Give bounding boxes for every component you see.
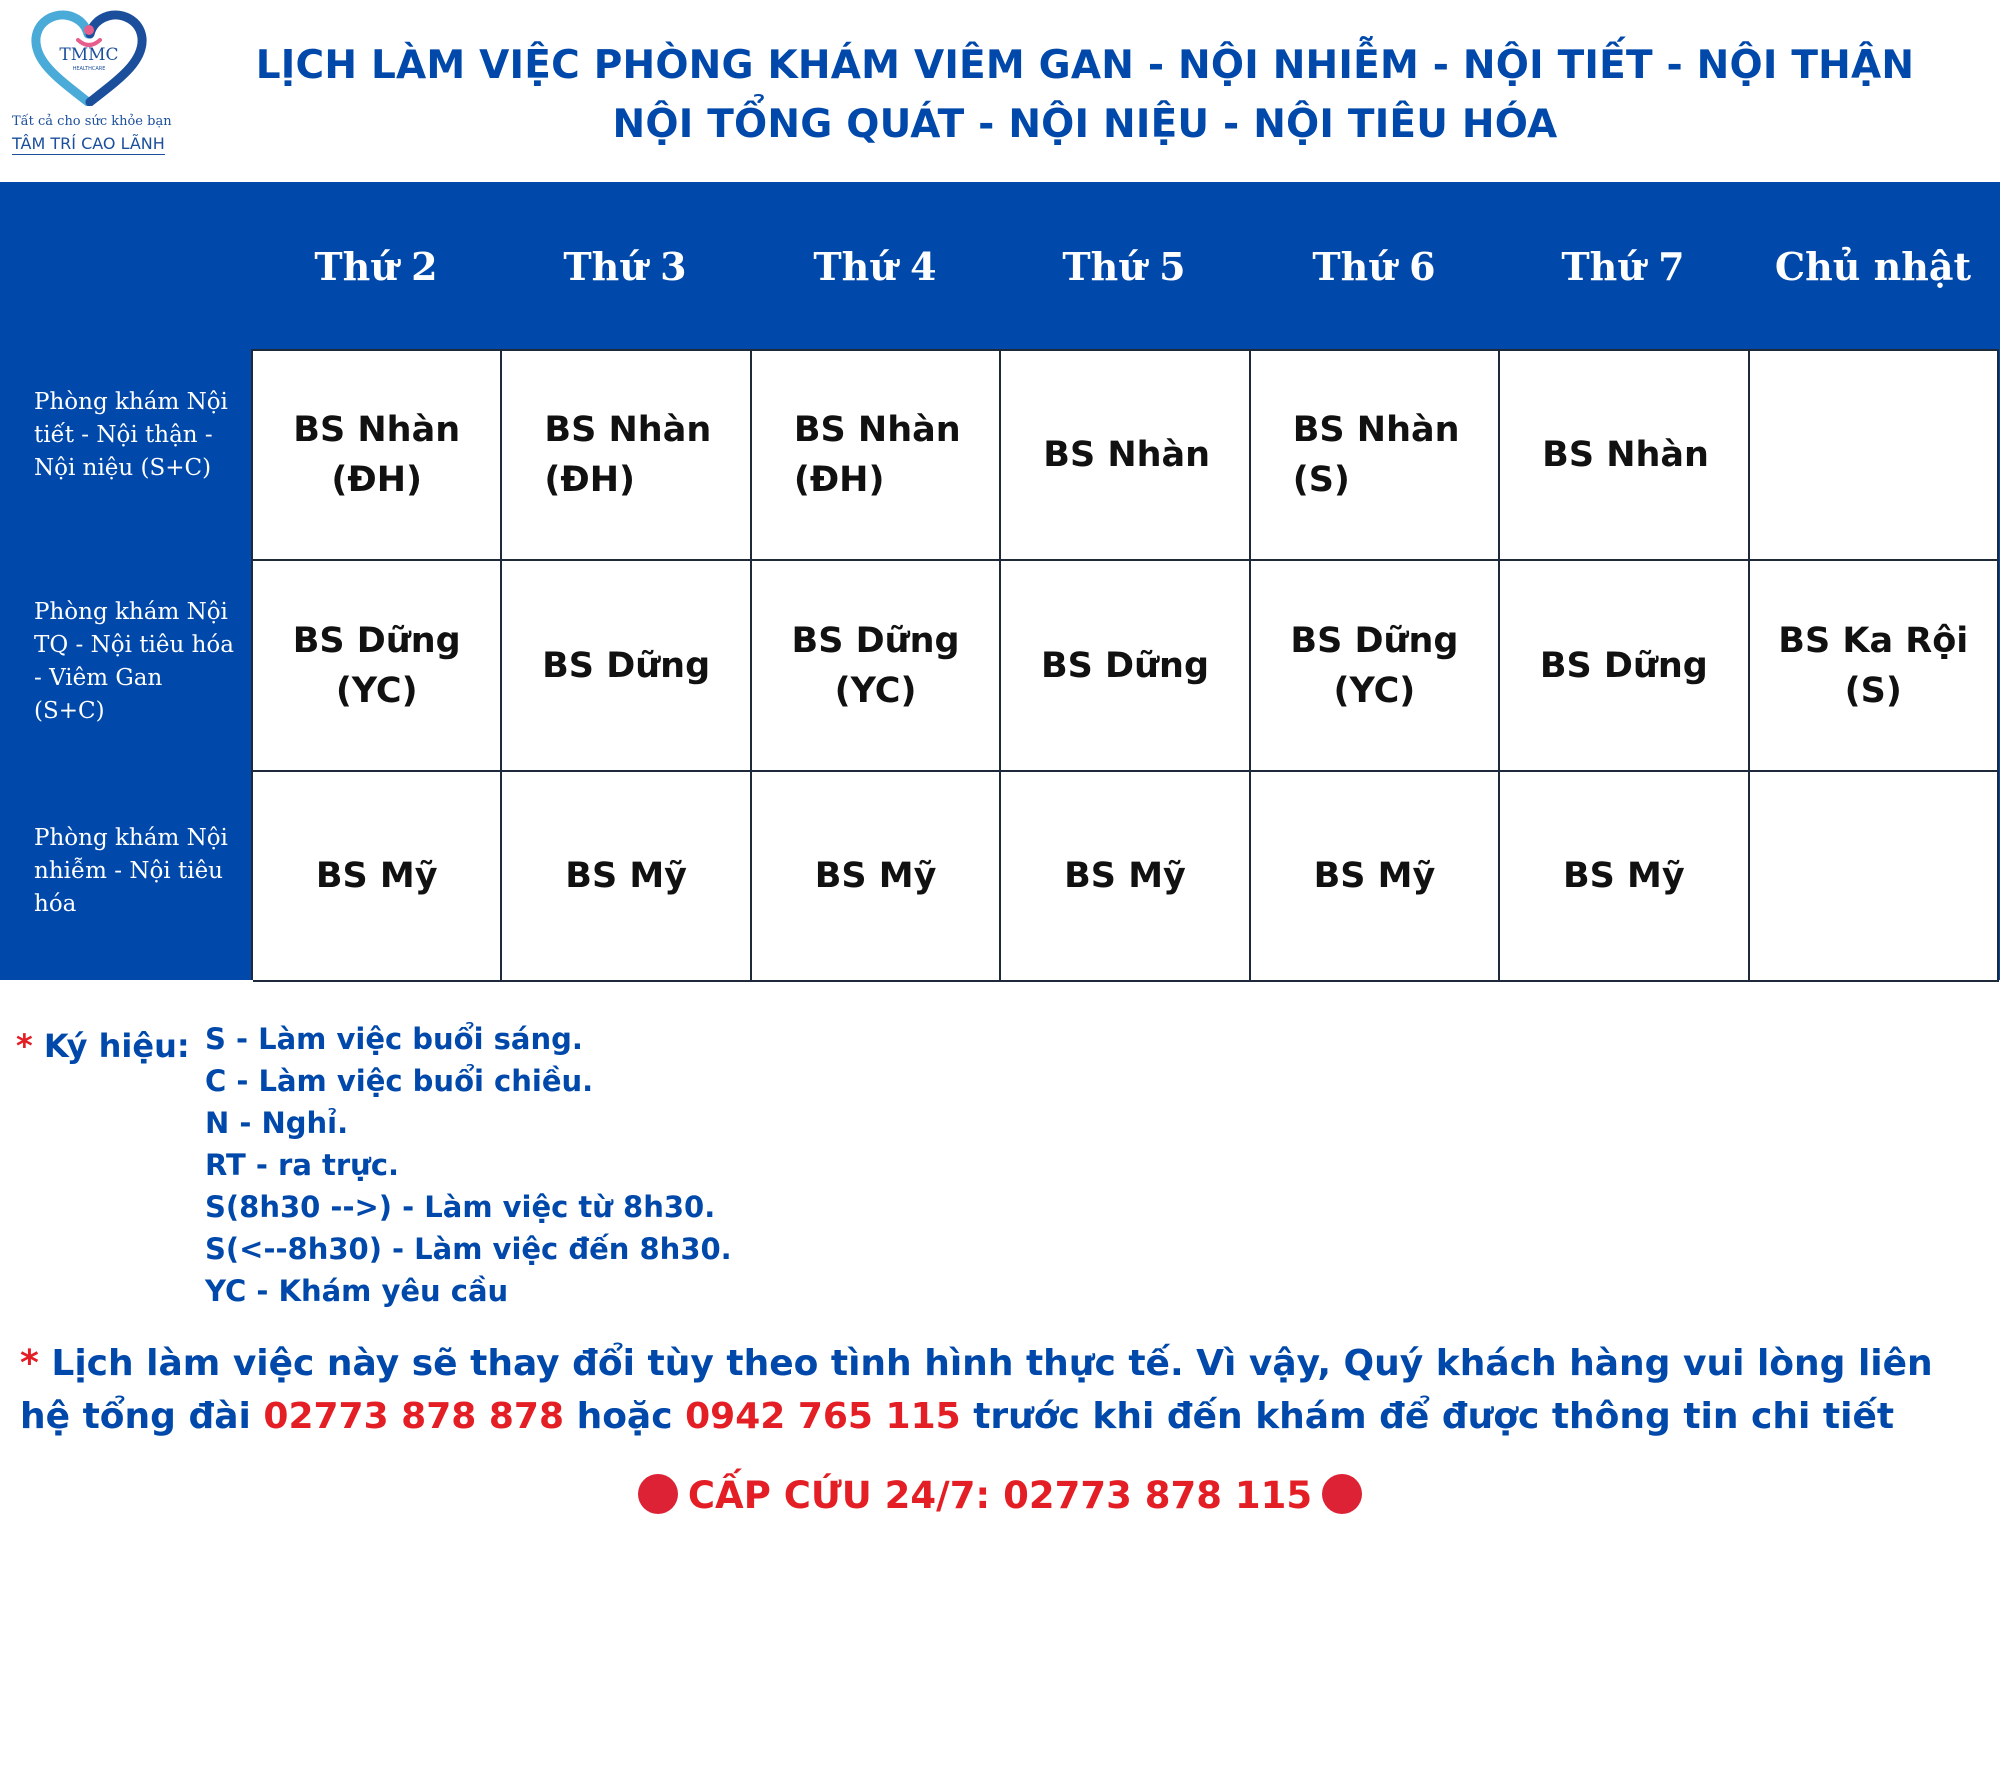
schedule-table — [251, 349, 1999, 980]
schedule-cell: BS Dững — [1500, 561, 1749, 772]
schedule-note — [20, 1337, 1980, 1443]
hotline-phone[interactable]: 02773 878 878 — [263, 1396, 565, 1437]
schedule-cell — [1750, 772, 1999, 982]
room-label: Phòng khám Nội TQ - Nội tiêu hóa - Viêm Gan (S+C) — [34, 599, 234, 724]
red-circle-icon — [1322, 1474, 1362, 1514]
schedule-cell: BS Nhàn (S) — [1251, 351, 1500, 561]
schedule-cell: BS Mỹ — [1500, 772, 1749, 982]
schedule-cell: BS Ka Rội (S) — [1750, 561, 1999, 772]
heart-logo-icon — [30, 10, 150, 106]
title-line-2: NỘI TỔNG QUÁT - NỘI NIỆU - NỘI TIÊU HÓA — [612, 102, 1558, 147]
note-text-3: trước khi đến khám để được thông tin chi tiết — [973, 1396, 1895, 1437]
legend-item: YC - Khám yêu cầu — [205, 1274, 509, 1308]
schedule-cell: BS Nhàn (ĐH) — [253, 351, 502, 561]
day-header: Chủ nhật — [1774, 243, 1972, 289]
schedule-cell: BS Mỹ — [752, 772, 1001, 982]
emergency-text[interactable]: CẤP CỨU 24/7: 02773 878 115 — [687, 1474, 1313, 1517]
note-text-1: Lịch làm việc này sẽ thay đổi tùy theo tình hình thực tế. Vì vậy, Quý khách hàng vui lòng liên hệ tổng đài — [20, 1343, 1933, 1437]
schedule-cell: BS Dững (YC) — [253, 561, 502, 772]
emergency-line — [0, 1474, 2000, 1517]
legend-item: C - Làm việc buổi chiều. — [205, 1064, 594, 1098]
title-line-1: LỊCH LÀM VIỆC PHÒNG KHÁM VIÊM GAN - NỘI NHIỄM - NỘI TIẾT - NỘI THẬN — [255, 43, 1915, 88]
schedule-cell: BS Dững (YC) — [1251, 561, 1500, 772]
day-header: Thứ 7 — [1561, 243, 1685, 289]
day-header: Thứ 2 — [314, 243, 438, 289]
schedule-cell: BS Mỹ — [1251, 772, 1500, 982]
schedule-cell — [1750, 351, 1999, 561]
schedule-cell: BS Nhàn (ĐH) — [502, 351, 751, 561]
day-header: Thứ 5 — [1062, 243, 1186, 289]
schedule-cell: BS Mỹ — [253, 772, 502, 982]
schedule-cell: BS Nhàn — [1001, 351, 1250, 561]
schedule-cell: BS Dững — [1001, 561, 1250, 772]
logo-mark-text: TMMC — [59, 45, 119, 65]
legend-item: N - Nghỉ. — [205, 1106, 349, 1140]
logo-tagline: Tất cả cho sức khỏe bạn — [12, 114, 172, 129]
legend-heading-text: Ký hiệu: — [43, 1027, 190, 1065]
room-label: Phòng khám Nội nhiễm - Nội tiêu hóa — [34, 825, 228, 917]
legend-item: S(8h30 -->) - Làm việc từ 8h30. — [205, 1190, 716, 1224]
legend-star: * — [16, 1027, 33, 1065]
legend-list — [205, 1018, 732, 1312]
day-header: Thứ 6 — [1312, 243, 1436, 289]
logo-mark-subtext: HEALTHCARE — [72, 66, 106, 72]
legend-heading — [16, 1027, 190, 1065]
mobile-phone[interactable]: 0942 765 115 — [685, 1396, 961, 1437]
red-circle-icon — [638, 1474, 678, 1514]
legend-item: S - Làm việc buổi sáng. — [205, 1022, 583, 1056]
note-text-2: hoặc — [576, 1396, 673, 1437]
logo-name: TÂM TRÍ CAO LÃNH — [12, 134, 165, 153]
day-header: Thứ 3 — [563, 243, 687, 289]
room-label: Phòng khám Nội tiết - Nội thận - Nội niệu (S+C) — [34, 389, 228, 481]
legend-item: S(<--8h30) - Làm việc đến 8h30. — [205, 1232, 732, 1266]
legend-item: RT - ra trực. — [205, 1148, 400, 1182]
page-title — [190, 36, 1980, 154]
schedule-cell: BS Nhàn (ĐH) — [752, 351, 1001, 561]
logo — [8, 10, 173, 155]
note-star: * — [20, 1343, 39, 1384]
schedule-cell: BS Mỹ — [502, 772, 751, 982]
day-header: Thứ 4 — [813, 243, 937, 289]
schedule-cell: BS Dững — [502, 561, 751, 772]
schedule-cell: BS Nhàn — [1500, 351, 1749, 561]
schedule-cell: BS Dững (YC) — [752, 561, 1001, 772]
schedule-cell: BS Mỹ — [1001, 772, 1250, 982]
